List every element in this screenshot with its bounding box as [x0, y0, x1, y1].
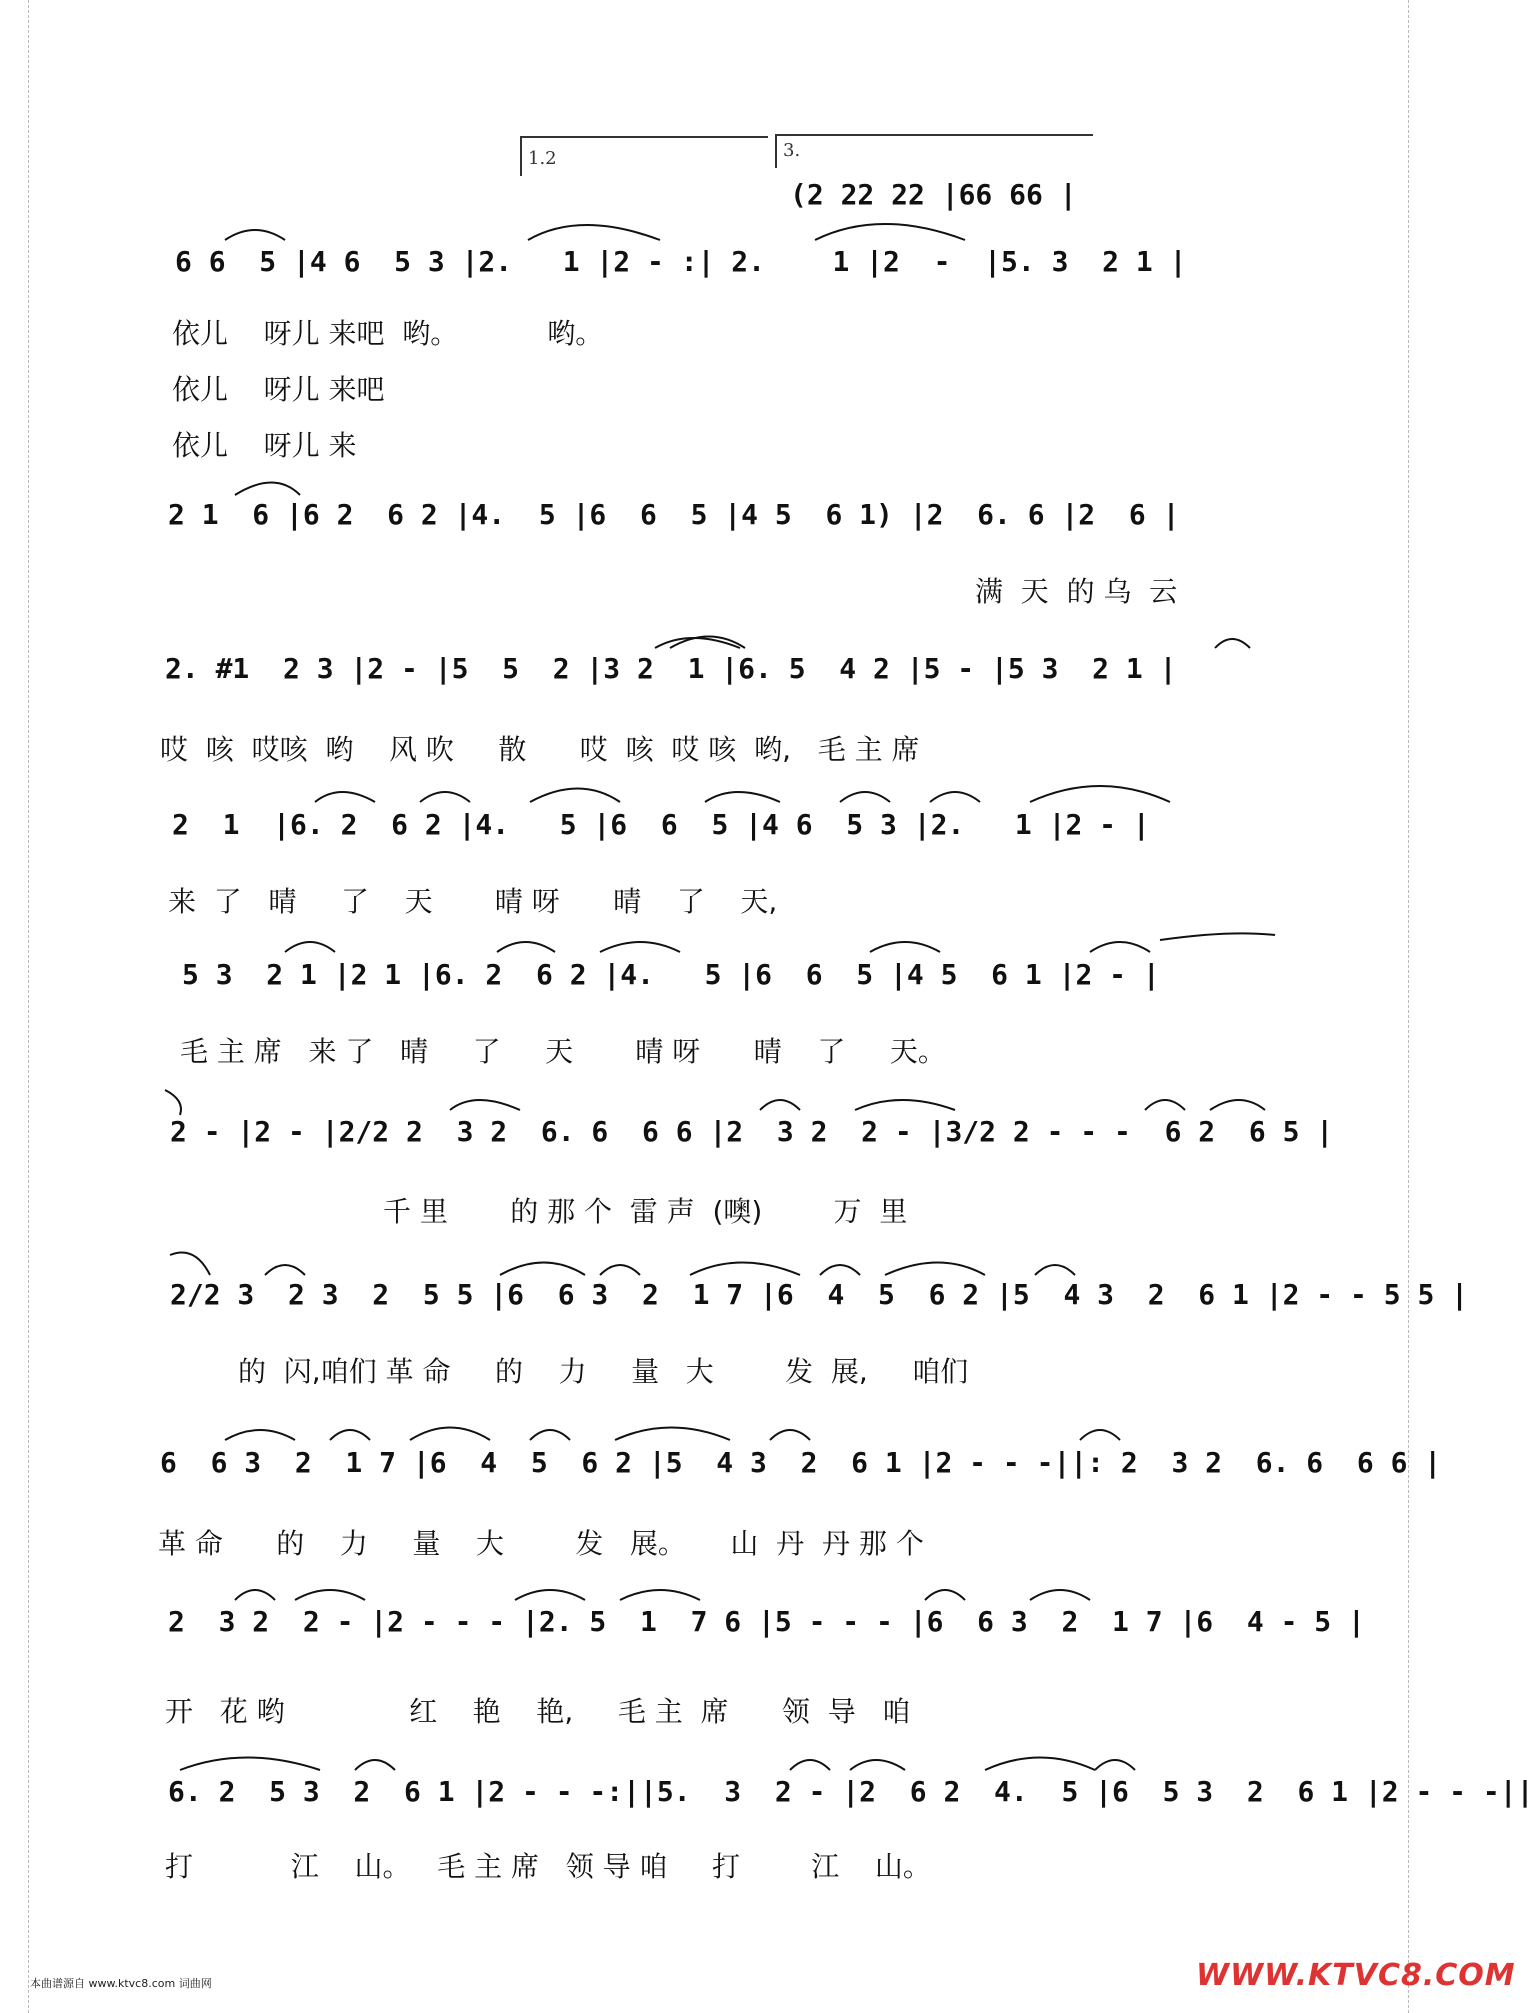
slur-mark: [760, 1100, 800, 1110]
slur-mark: [930, 792, 980, 802]
slur-mark: [180, 1758, 320, 1771]
volta-third-ending: 3.: [775, 134, 1093, 168]
volta-first-ending: 1.2: [520, 136, 768, 176]
slur-mark: [815, 224, 965, 240]
slur-mark: [500, 1263, 585, 1276]
lyric-row-2-verse-2: 依儿 呀儿 来吧: [172, 373, 385, 406]
slur-mark: [515, 1590, 585, 1600]
lyric-row-11: 打 江 山。 毛 主 席 领 导 咱 打 江 山。: [165, 1850, 931, 1883]
slur-mark: [285, 942, 335, 952]
slur-mark: [1215, 639, 1250, 648]
slur-mark: [600, 1265, 640, 1275]
slur-mark: [770, 1430, 810, 1440]
slur-mark: [1095, 1760, 1135, 1770]
slur-mark: [330, 1430, 370, 1440]
slur-mark: [985, 1758, 1095, 1771]
slur-mark: [690, 1263, 800, 1276]
slur-mark: [1090, 942, 1150, 952]
lyric-row-9: 革 命 的 力 量 大 发 展。 山 丹 丹 那 个: [158, 1527, 924, 1560]
footer-site-logo: WWW.KTVC8.COM: [1196, 1958, 1516, 1993]
slur-mark: [1210, 1100, 1265, 1110]
slur-mark: [1030, 1590, 1090, 1600]
slur-mark: [600, 942, 680, 952]
score-row-4-notes: 2. #1 2 3 |2 - |5 5 2 |3 2 1 |6. 5 4 2 |5 - |5 3 2 1 |: [165, 652, 1177, 685]
lyric-row-3: 满 天 的 乌 云: [975, 575, 1178, 608]
slur-mark: [235, 483, 300, 496]
slur-mark: [885, 1263, 985, 1276]
slur-mark: [820, 1265, 860, 1275]
slur-mark: [355, 1760, 395, 1770]
slur-mark: [235, 1590, 275, 1600]
lyric-row-8: 的 闪,咱们 革 命 的 力 量 大 发 展, 咱们: [238, 1355, 969, 1388]
slur-mark: [530, 789, 620, 803]
lyric-row-5: 来 了 晴 了 天 晴 呀 晴 了 天,: [168, 885, 778, 918]
slur-mark: [497, 942, 555, 952]
slur-mark: [925, 1590, 965, 1600]
slur-mark: [530, 1430, 570, 1440]
slur-mark: [790, 1760, 830, 1770]
slur-mark: [265, 1265, 305, 1275]
slur-mark: [620, 1590, 700, 1600]
slur-mark: [295, 1590, 365, 1600]
slur-mark: [225, 230, 285, 240]
score-row-5-notes: 2 1 |6. 2 6 2 |4. 5 |6 6 5 |4 6 5 3 |2. 1 |2 - |: [172, 808, 1150, 841]
slur-mark: [1080, 1430, 1120, 1440]
score-row-8-notes: 2/2 3 2 3 2 5 5 |6 6 3 2 1 7 |6 4 5 6 2 |5 4 3 2 6 1 |2 - - 5 5 |: [170, 1278, 1469, 1311]
slur-mark: [410, 1428, 490, 1441]
slur-mark: [315, 792, 375, 802]
score-row-1-notes: (2 22 22 |66 66 |: [790, 178, 1077, 211]
slur-mark: [855, 1100, 955, 1110]
slur-mark: [1035, 1265, 1075, 1275]
lyric-row-2-verse-3: 依儿 呀儿 来: [172, 429, 357, 462]
slur-mark: [1145, 1100, 1185, 1110]
score-row-6-notes: 5 3 2 1 |2 1 |6. 2 6 2 |4. 5 |6 6 5 |4 5 6 1 |2 - |: [182, 958, 1160, 991]
score-row-10-notes: 2 3 2 2 - |2 - - - |2. 5 1 7 6 |5 - - - |6 6 3 2 1 7 |6 4 - 5 |: [168, 1605, 1365, 1638]
score-row-11-notes: 6. 2 5 3 2 6 1 |2 - - -:||5. 3 2 - |2 6 2 4. 5 |6 5 3 2 6 1 |2 - - -||: [168, 1775, 1533, 1808]
score-row-7-notes: 2 - |2 - |2/2 2 3 2 6. 6 6 6 |2 3 2 2 - |3/2 2 - - - 6 2 6 5 |: [170, 1115, 1334, 1148]
lyric-row-2-verse-1: 依儿 呀儿 来吧 哟。 哟。: [172, 317, 604, 350]
slur-mark: [225, 1430, 295, 1440]
lyric-row-7: 千 里 的 那 个 雷 声 (噢) 万 里: [383, 1195, 908, 1228]
slur-mark: [450, 1100, 520, 1110]
footer-source-note: 本曲谱源自 www.ktvc8.com 词曲网: [30, 1977, 212, 1990]
lyric-row-4: 哎 咳 哎咳 哟 风 吹 散 哎 咳 哎 咳 哟, 毛 主 席: [160, 733, 920, 766]
slur-mark: [1030, 786, 1170, 802]
score-row-9-notes: 6 6 3 2 1 7 |6 4 5 6 2 |5 4 3 2 6 1 |2 - - -||: 2 3 2 6. 6 6 6 |: [160, 1446, 1442, 1479]
lyric-row-6: 毛 主 席 来 了 晴 了 天 晴 呀 晴 了 天。: [180, 1035, 946, 1068]
slur-mark: [420, 792, 470, 802]
slur-mark: [528, 225, 660, 240]
score-row-3-notes: 2 1 6 |6 2 6 2 |4. 5 |6 6 5 |4 5 6 1) |2 6. 6 |2 6 |: [168, 498, 1180, 531]
slur-mark: [170, 1253, 210, 1276]
slur-mark: [840, 792, 890, 802]
slur-mark: [1160, 933, 1275, 940]
slur-mark: [615, 1428, 730, 1441]
slur-mark: [850, 1760, 905, 1770]
slur-mark: [870, 942, 940, 952]
score-row-2-notes: 6 6 5 |4 6 5 3 |2. 1 |2 - :| 2. 1 |2 - |5. 3 2 1 |: [175, 245, 1187, 278]
lyric-row-10: 开 花 哟 红 艳 艳, 毛 主 席 领 导 咱: [165, 1695, 911, 1728]
slur-mark: [705, 792, 780, 802]
slur-mark: [165, 1090, 181, 1115]
